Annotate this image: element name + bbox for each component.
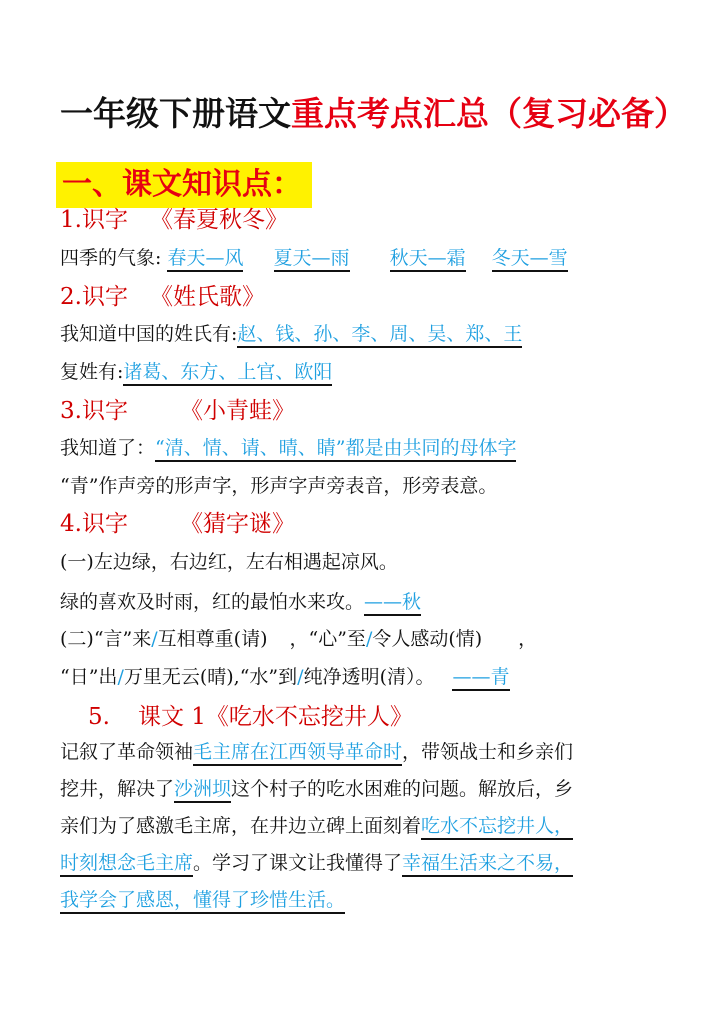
slash-mark: / — [117, 666, 124, 688]
item4-heading — [60, 507, 295, 541]
item4-title: 《猜字谜》 — [179, 511, 295, 537]
item2-line2 — [60, 355, 332, 389]
riddle1-text: 绿的喜欢及时雨，红的最怕水来攻。 — [60, 591, 365, 613]
item2-title: 《姓氏歌》 — [149, 284, 265, 310]
riddle1-answer: ——秋 — [364, 591, 421, 616]
para-text-5: 亲们为了感激毛主席，在井边立碑上面刻着 — [60, 815, 422, 837]
item3-number: 3.识字 — [60, 398, 128, 424]
item5-title: 课文 1《吃水不忘挖井人》 — [137, 704, 413, 730]
riddle1-line2 — [60, 585, 421, 619]
answer-autumn: 秋天—霜 — [390, 247, 466, 272]
item3-line1 — [60, 431, 516, 465]
para-answer-2: 沙洲坝 — [174, 778, 231, 803]
riddle2-answer: ——青 — [452, 666, 509, 691]
para-answer-1: 毛主席在江西领导革命时 — [193, 741, 402, 766]
item3-answer: “清、情、请、晴、睛”都是由共同的母体字 — [155, 437, 516, 462]
item2-label2: 复姓有: — [60, 361, 124, 383]
item1-title: 《春夏秋冬》 — [149, 207, 288, 233]
item2-label1: 我知道中国的姓氏有: — [60, 323, 238, 345]
riddle2-part-g: 万里无云(晴), — [123, 666, 240, 688]
para-text-2: ，带领战士和乡亲们 — [402, 741, 574, 763]
item3-label: 我知道了： — [60, 437, 156, 459]
title-black-part: 一年级下册语文 — [60, 94, 291, 133]
item5-number: 5. — [88, 704, 110, 730]
item5-paragraph — [60, 734, 660, 919]
para-text-3: 挖井，解决了 — [60, 778, 175, 800]
riddle2-line1 — [60, 622, 537, 656]
item2-answer2: 诸葛、东方、上官、欧阳 — [123, 361, 332, 386]
riddle2-part-a: (二)“言”来 — [60, 628, 152, 650]
item1-number: 1.识字 — [60, 207, 128, 233]
para-text-6: 。学习了课文让我懂得了 — [193, 852, 403, 874]
item4-number: 4.识字 — [60, 511, 128, 537]
riddle2-part-d: 令人感动(情) — [372, 628, 483, 650]
answer-winter: 冬天—雪 — [492, 247, 568, 272]
slash-mark: / — [297, 666, 304, 688]
item2-heading — [60, 280, 265, 314]
item5-heading — [88, 700, 413, 734]
riddle2-part-e: ， — [518, 628, 538, 650]
item3-title: 《小青蛙》 — [179, 398, 295, 424]
page-title — [60, 88, 700, 140]
riddle2-line2 — [60, 660, 510, 694]
title-red-part: 重点考点汇总（复习必备） — [291, 94, 687, 133]
riddle2-part-i: 纯净透明(清）。 — [303, 666, 435, 688]
item2-answer1: 赵、钱、孙、李、周、吴、郑、王 — [237, 323, 522, 348]
item2-line1 — [60, 317, 522, 351]
para-answer-5: 幸福生活来之不易， — [402, 852, 573, 877]
answer-summer: 夏天—雨 — [274, 247, 350, 272]
para-text-4: 这个村子的吃水困难的问题。解放后，乡 — [231, 778, 574, 800]
para-answer-4: 时刻想念毛主席 — [60, 852, 193, 877]
riddle2-part-f: “日”出 — [60, 666, 118, 688]
slash-mark: / — [365, 628, 373, 650]
item1-label: 四季的气象: — [60, 247, 162, 269]
riddle1-line1: (一)左边绿，右边红，左右相遇起凉风。 — [60, 551, 398, 573]
item1-heading — [60, 203, 288, 237]
section-heading-1: 一、课文知识点： — [56, 162, 312, 208]
item3-heading — [60, 394, 295, 428]
slash-mark: / — [151, 628, 158, 650]
item3-line2: “青”作声旁的形声字，形声字声旁表音，形旁表意。 — [60, 475, 498, 497]
item1-line — [60, 241, 568, 275]
item2-number: 2.识字 — [60, 284, 128, 310]
riddle2-part-c: ，“心”至 — [289, 628, 366, 650]
riddle2-part-b: 互相尊重(请) — [157, 628, 268, 650]
riddle2-part-h: “水”到 — [239, 666, 298, 688]
para-answer-3: 吃水不忘挖井人， — [421, 815, 573, 840]
para-text-1: 记叙了革命领袖 — [60, 741, 194, 763]
para-answer-6: 我学会了感恩，懂得了珍惜生活。 — [60, 889, 345, 914]
answer-spring: 春天—风 — [167, 247, 243, 272]
